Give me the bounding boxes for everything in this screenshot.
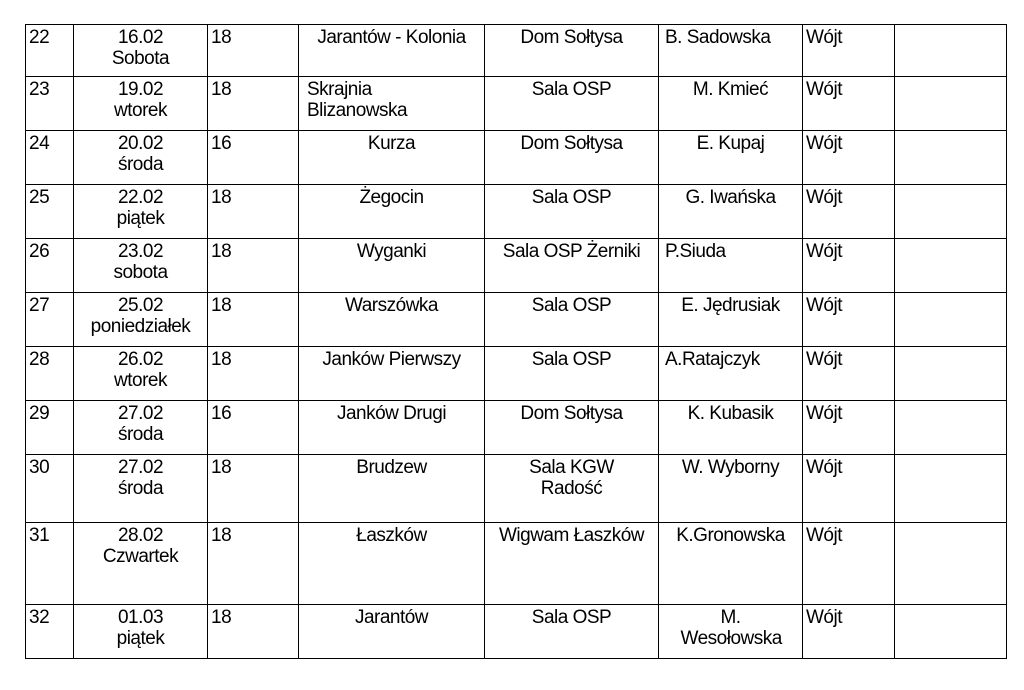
place-cell: Sala OSP: [485, 605, 659, 659]
date-cell: [74, 347, 208, 401]
host-cell: Wójt: [803, 401, 895, 455]
village-cell: Warszówka: [299, 293, 485, 347]
date-cell: [74, 185, 208, 239]
place-cell: Sala OSP: [485, 77, 659, 131]
date: 28.02: [117, 525, 164, 546]
empty-cell: [895, 293, 1007, 347]
place-cell: Dom Sołtysa: [485, 25, 659, 77]
date: 01.03: [117, 607, 164, 628]
person-cell: [659, 605, 803, 659]
empty-cell: [895, 455, 1007, 523]
table-row: [26, 605, 1007, 659]
person-name: M. Wesołowska: [680, 607, 782, 649]
meeting-schedule-table: [25, 24, 1007, 659]
hour-cell: 18: [208, 605, 299, 659]
date-cell: [74, 293, 208, 347]
weekday: piątek: [116, 628, 165, 649]
date-cell: [74, 455, 208, 523]
date-cell: [74, 605, 208, 659]
date: 23.02: [117, 241, 164, 262]
host-cell: Wójt: [803, 605, 895, 659]
empty-cell: [895, 523, 1007, 605]
row-number: 30: [26, 455, 74, 523]
host-cell: Wójt: [803, 131, 895, 185]
hour-cell: 18: [208, 25, 299, 77]
place-cell: Sala OSP: [485, 347, 659, 401]
host-cell: Wójt: [803, 455, 895, 523]
date: 20.02: [117, 133, 164, 154]
hour-cell: 18: [208, 523, 299, 605]
date: 27.02: [117, 457, 164, 478]
weekday: środa: [117, 478, 164, 499]
date-cell: [74, 77, 208, 131]
place-cell: Wigwam Łaszków: [485, 523, 659, 605]
empty-cell: [895, 605, 1007, 659]
village-cell: Jarantów: [299, 605, 485, 659]
date-cell: [74, 401, 208, 455]
empty-cell: [895, 131, 1007, 185]
host-cell: Wójt: [803, 239, 895, 293]
weekday: środa: [117, 424, 164, 445]
empty-cell: [895, 401, 1007, 455]
hour-cell: 18: [208, 77, 299, 131]
row-number: 28: [26, 347, 74, 401]
place-cell: Dom Sołtysa: [485, 401, 659, 455]
village-cell: Janków Drugi: [299, 401, 485, 455]
weekday: piątek: [116, 208, 165, 229]
person-cell: P.Siuda: [659, 239, 803, 293]
person-cell: K. Kubasik: [659, 401, 803, 455]
table-row: [26, 25, 1007, 77]
weekday: wtorek: [114, 370, 167, 391]
hour-cell: 18: [208, 185, 299, 239]
village-cell: Żegocin: [299, 185, 485, 239]
table-row: [26, 293, 1007, 347]
table-row: [26, 455, 1007, 523]
place-cell: Dom Sołtysa: [485, 131, 659, 185]
row-number: 24: [26, 131, 74, 185]
host-cell: Wójt: [803, 293, 895, 347]
person-cell: B. Sadowska: [659, 25, 803, 77]
date: 25.02: [117, 295, 164, 316]
date-cell: [74, 131, 208, 185]
place-name: Sala KGW Radość: [529, 457, 614, 499]
date: 22.02: [117, 187, 164, 208]
table-row: [26, 401, 1007, 455]
person-cell: E. Kupaj: [659, 131, 803, 185]
weekday: Czwartek: [102, 546, 179, 567]
person-cell: E. Jędrusiak: [659, 293, 803, 347]
place-cell: Sala OSP: [485, 293, 659, 347]
person-cell: A.Ratajczyk: [659, 347, 803, 401]
row-number: 29: [26, 401, 74, 455]
row-number: 32: [26, 605, 74, 659]
person-cell: K.Gronowska: [659, 523, 803, 605]
empty-cell: [895, 25, 1007, 77]
date: 26.02: [117, 349, 164, 370]
village-cell: [299, 77, 485, 131]
weekday: Sobota: [111, 48, 170, 69]
date: 19.02: [117, 79, 164, 100]
row-number: 31: [26, 523, 74, 605]
empty-cell: [895, 77, 1007, 131]
person-cell: M. Kmieć: [659, 77, 803, 131]
table-row: [26, 131, 1007, 185]
host-cell: Wójt: [803, 185, 895, 239]
row-number: 26: [26, 239, 74, 293]
row-number: 27: [26, 293, 74, 347]
empty-cell: [895, 239, 1007, 293]
hour-cell: 16: [208, 401, 299, 455]
date-cell: [74, 523, 208, 605]
weekday: poniedziałek: [90, 316, 191, 337]
host-cell: Wójt: [803, 523, 895, 605]
hour-cell: 18: [208, 239, 299, 293]
row-number: 22: [26, 25, 74, 77]
village-cell: Janków Pierwszy: [299, 347, 485, 401]
village-cell: Wyganki: [299, 239, 485, 293]
table-row: [26, 239, 1007, 293]
person-cell: W. Wyborny: [659, 455, 803, 523]
host-cell: Wójt: [803, 25, 895, 77]
date-cell: [74, 25, 208, 77]
place-cell: [485, 455, 659, 523]
place-cell: Sala OSP Żerniki: [485, 239, 659, 293]
row-number: 25: [26, 185, 74, 239]
table-row: [26, 185, 1007, 239]
date: 27.02: [117, 403, 164, 424]
row-number: 23: [26, 77, 74, 131]
hour-cell: 18: [208, 293, 299, 347]
village-cell: Kurza: [299, 131, 485, 185]
person-cell: G. Iwańska: [659, 185, 803, 239]
host-cell: Wójt: [803, 347, 895, 401]
table-row: [26, 523, 1007, 605]
place-cell: Sala OSP: [485, 185, 659, 239]
village-cell: Łaszków: [299, 523, 485, 605]
host-cell: Wójt: [803, 77, 895, 131]
table-row: [26, 347, 1007, 401]
hour-cell: 16: [208, 131, 299, 185]
table-row: [26, 77, 1007, 131]
village-cell: Jarantów - Kolonia: [299, 25, 485, 77]
village-name: Skrajnia Blizanowska: [307, 79, 408, 121]
empty-cell: [895, 185, 1007, 239]
date-cell: [74, 239, 208, 293]
empty-cell: [895, 347, 1007, 401]
date: 16.02: [117, 27, 164, 48]
weekday: sobota: [113, 262, 168, 283]
hour-cell: 18: [208, 347, 299, 401]
weekday: środa: [117, 154, 164, 175]
hour-cell: 18: [208, 455, 299, 523]
weekday: wtorek: [114, 100, 167, 121]
village-cell: Brudzew: [299, 455, 485, 523]
